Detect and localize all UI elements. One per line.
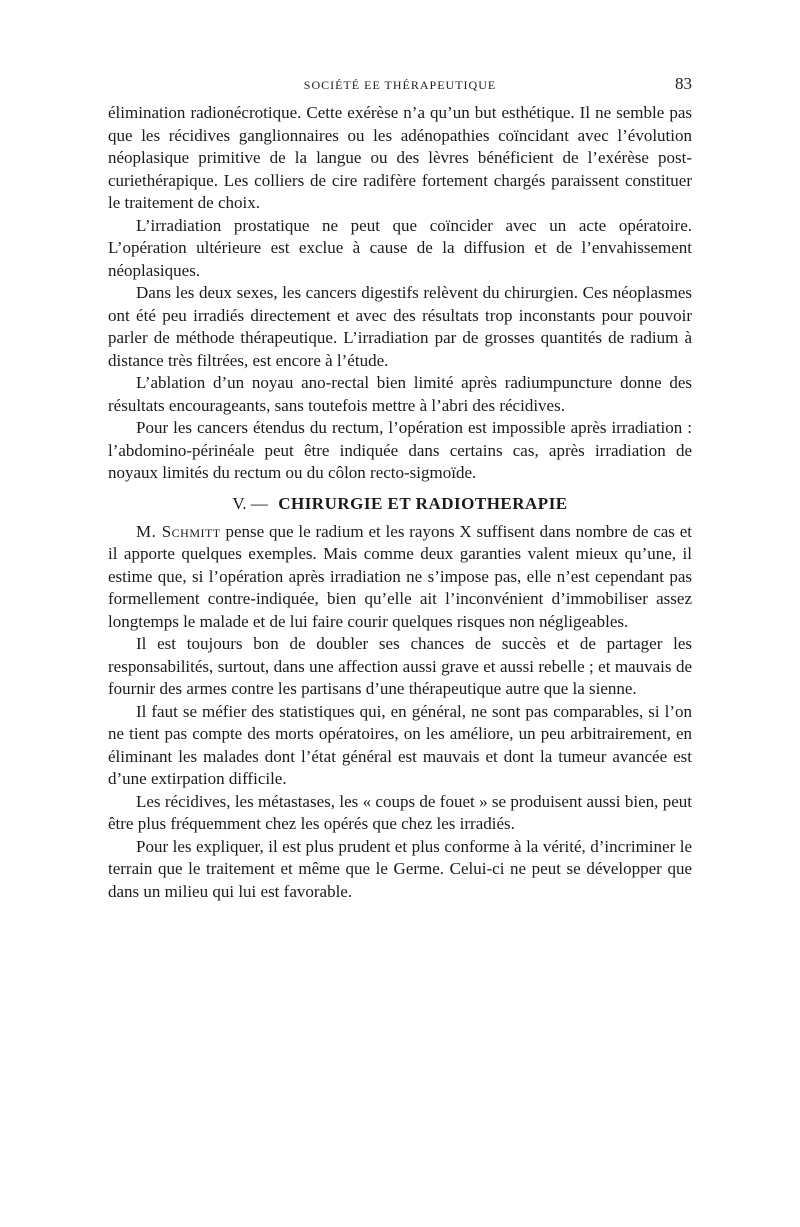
paragraph-statistics: Il faut se méfier des statistiques qui, en général, ne sont pas comparables, si l’on ne tient pas compte des morts opératoires, on les améliore, un peu arbitrairement, en éliminant les malades dont l’état général est mauvais et dont la tumeur avancée est d’une extirpation difficile. bbox=[108, 701, 692, 788]
page-number: 83 bbox=[675, 74, 692, 93]
paragraph-schmitt bbox=[108, 521, 692, 634]
body-text bbox=[108, 102, 692, 903]
paragraph-prostate: L’irradiation prostatique ne peut que coïncider avec un acte opératoire. L’opération ultérieure est exclue à cause de la diffusion et de l’envahissement néoplasiques. bbox=[108, 215, 692, 280]
paragraph-double-chances: Il est toujours bon de doubler ses chances de succès et de partager les responsabilités, surtout, dans une affection aussi grave et aussi rebelle ; et mauvais de fournir des armes contre les partisans d’une thérapeutique autre que la sienne. bbox=[108, 634, 692, 698]
running-header bbox=[108, 72, 692, 102]
running-title: SOCIÉTÉ EE THÉRAPEUTIQUE bbox=[303, 78, 497, 92]
speaker-name: M. Schmitt bbox=[136, 521, 221, 541]
paragraph-recurrences: Les récidives, les métastases, les « coups de fouet » se produisent aussi bien, peut être plus fréquemment chez les opérés que chez les irradiés. bbox=[108, 791, 692, 833]
paragraph-terrain: Pour les expliquer, il est plus prudent et plus conforme à la vérité, d’incriminer le terrain que le traitement et même que le Germe. Celui-ci ne peut se développer que dans un milieu qui lui est favorable. bbox=[108, 836, 692, 901]
section-number: V. — bbox=[232, 493, 268, 513]
paragraph-schmitt-text: pense que le radium et les rayons X suffisent dans nombre de cas et il apporte quelques exemples. Mais comme deux garanties valent mieux qu’une, il estime que, si l’opération après irradiation ne s’impose pas, elle n’est cependant pas formellement contre-indiquée, bien qu’elle ait l’inconvénient d’immobiliser assez longtemps le malade et de lui faire courir quelques risques non négligeables. bbox=[108, 521, 692, 631]
document-page bbox=[108, 72, 692, 903]
paragraph-continued: élimination radionécrotique. Cette exérèse n’a qu’un but esthétique. Il ne semble pas que les récidives ganglionnaires ou les adénopathies coïncidant avec l’évolution néoplasique primitive de la langue ou des lèvres bénéficient de l’exérèse post-curiethérapique. Les colliers de cire radifère fortement chargés paraissent constituer le traitement de choix. bbox=[108, 103, 692, 212]
paragraph-digestive-cancers: Dans les deux sexes, les cancers digestifs relèvent du chirurgien. Ces néoplasmes ont été peu irradiés directement et avec des résultats trop inconstants pour pouvoir parler de méthode thérapeutique. L’irradiation par de grosses quantités de radium à distance très filtrées, est encore à l’étude. bbox=[108, 283, 692, 370]
paragraph-ano-rectal: L’ablation d’un noyau ano-rectal bien limité après radiumpuncture donne des résultats encourageants, sans toutefois mettre à l’abri des récidives. bbox=[108, 373, 692, 415]
section-heading bbox=[108, 491, 692, 517]
section-title: CHIRURGIE ET RADIOTHERAPIE bbox=[278, 493, 568, 513]
paragraph-rectum: Pour les cancers étendus du rectum, l’opération est impossible après irradiation : l’abdomino-périnéale peut être indiquée dans certains cas, après irradiation de noyaux limités du rectum ou du côlon recto-sigmoïde. bbox=[108, 418, 692, 482]
